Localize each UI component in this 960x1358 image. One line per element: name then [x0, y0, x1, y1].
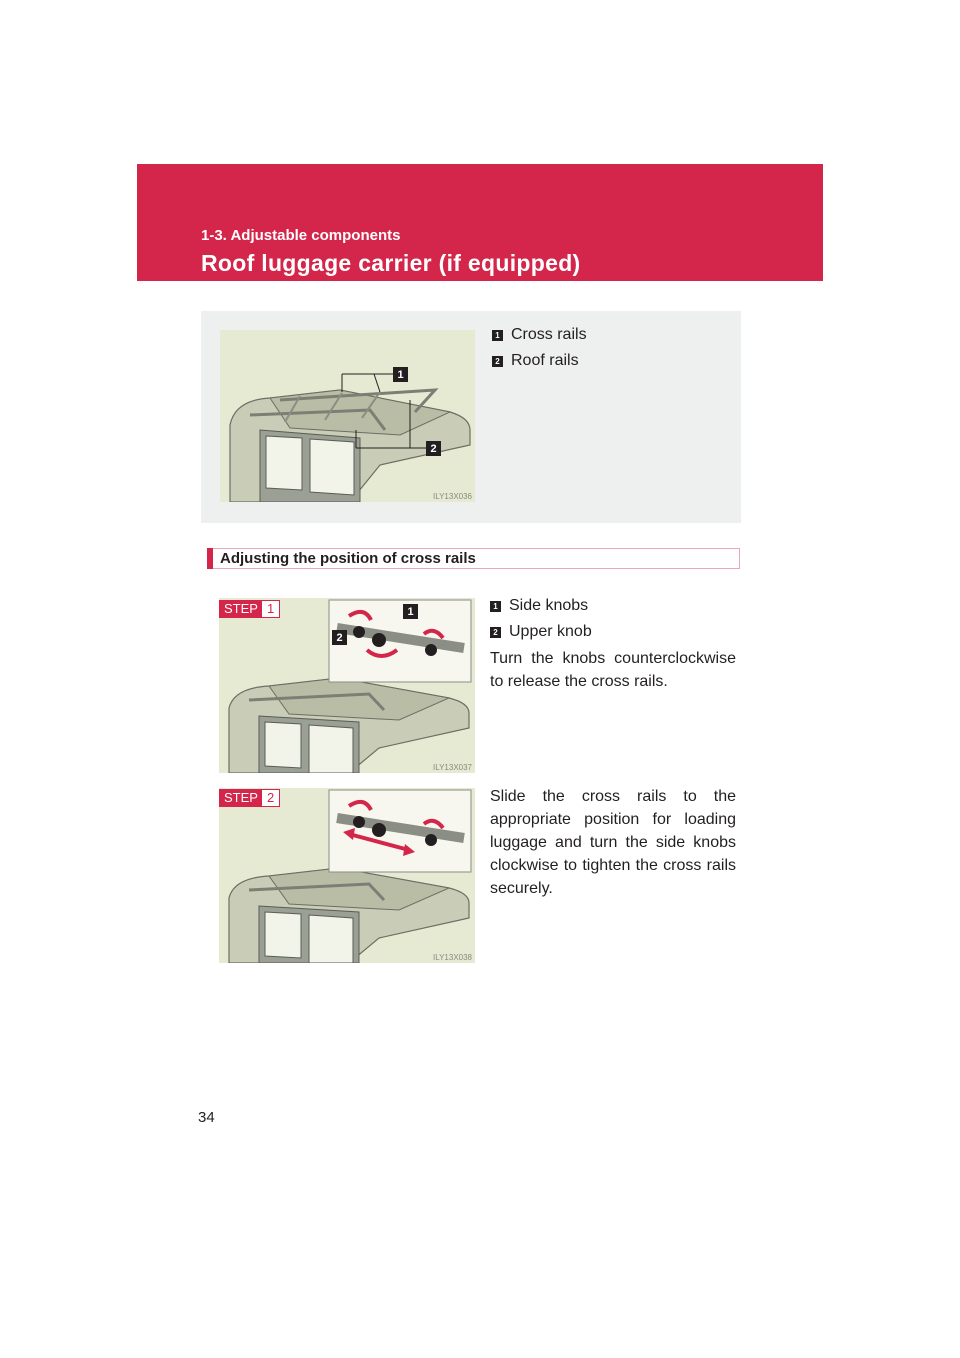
car-roof-illustration [220, 330, 475, 502]
legend-label: Cross rails [511, 326, 587, 343]
step-number: 1 [262, 601, 279, 617]
step-number: 2 [262, 790, 279, 806]
legend-label: Side knobs [509, 597, 589, 614]
callout-1: 1 [393, 367, 408, 382]
callout-1: 1 [403, 604, 418, 619]
step2-illustration [219, 788, 475, 963]
number-marker: 2 [492, 356, 503, 367]
step2-instruction: Slide the cross rails to the appropriate position for loading luggage and turn the side knobs clockwise to tighten the cross rails securely. [490, 788, 736, 897]
step-label: STEP [220, 790, 262, 806]
page-number: 34 [198, 1109, 215, 1126]
legend-label: Roof rails [511, 352, 579, 369]
image-code: ILY13X038 [433, 953, 472, 962]
section-label: 1-3. Adjustable components [201, 227, 401, 244]
step1-instruction: Turn the knobs counterclockwise to release the cross rails. [490, 650, 736, 690]
step-2-badge [219, 789, 280, 807]
step-label: STEP [220, 601, 262, 617]
callout-2: 2 [426, 441, 441, 456]
subsection-title: Adjusting the position of cross rails [220, 550, 476, 567]
image-code: ILY13X036 [433, 492, 472, 501]
step1-legend [490, 593, 592, 645]
subsection-heading [207, 548, 740, 569]
step1-illustration [219, 598, 475, 773]
heading-accent-bar [207, 548, 213, 569]
overview-legend [492, 322, 587, 374]
image-code: ILY13X037 [433, 763, 472, 772]
overview-panel [201, 311, 741, 523]
legend-label: Upper knob [509, 623, 592, 640]
number-marker: 1 [490, 601, 501, 612]
number-marker: 2 [490, 627, 501, 638]
step-1-badge [219, 600, 280, 618]
page-title: Roof luggage carrier (if equipped) [201, 250, 581, 276]
legend-item [490, 619, 592, 645]
header-band [137, 164, 823, 281]
legend-item [492, 322, 587, 348]
callout-2: 2 [332, 630, 347, 645]
number-marker: 1 [492, 330, 503, 341]
legend-item [492, 348, 587, 374]
legend-item [490, 593, 592, 619]
